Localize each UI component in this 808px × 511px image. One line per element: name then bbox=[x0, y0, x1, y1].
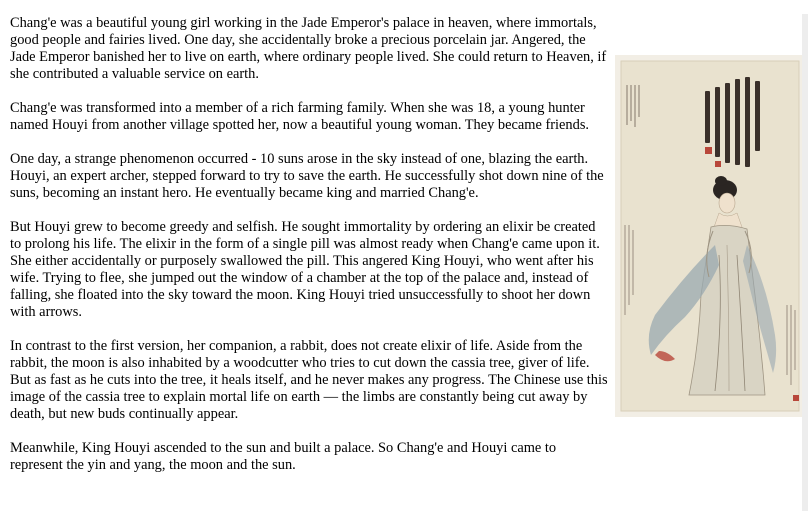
painting-artwork bbox=[615, 55, 805, 417]
article-paragraph-1: Chang'e was a beautiful young girl working in the Jade Emperor's palace in heaven, where immortals, good people and fairies lived. One day, she accidentally broke a precious porcelain jar. Angered, the Jade Emperor banished her to live on earth, where ordinary people lived. She could return to Heaven, if she contributed a valuable service on earth. bbox=[10, 15, 607, 82]
article-body bbox=[10, 15, 610, 491]
right-edge-band bbox=[802, 14, 808, 511]
top-strip bbox=[0, 0, 808, 14]
changE-painting-image bbox=[615, 55, 805, 417]
seal-stamp bbox=[705, 147, 712, 154]
seal-stamp bbox=[793, 395, 799, 401]
article-paragraph-5: In contrast to the first version, her companion, a rabbit, does not create elixir of life. Aside from the rabbit, the moon is also inhabited by a woodcutter who tries to cut down the cassia tree, giver of life. But as fast as he cuts into the tree, it heals itself, and he never makes any progress. The Chinese use this image of the cassia tree to explain mortal life on earth — the limbs are constantly being cut away by death, but new buds continually appear. bbox=[10, 338, 608, 422]
article-paragraph-6: Meanwhile, King Houyi ascended to the sun and built a palace. So Chang'e and Houyi came to represent the yin and yang, the moon and the sun. bbox=[10, 440, 557, 473]
article-paragraph-4: But Houyi grew to become greedy and selfish. He sought immortality by ordering an elixir be created to prolong his life. The elixir in the form of a single pill was almost ready when Chang'e came upon it. She either accidentally or purposely swallowed the pill. This angered King Houyi, who went after his wife. Trying to flee, she jumped out the window of a chamber at the top of the palace and, instead of falling, she floated into the sky toward the moon. King Houyi tried unsuccessfully to shoot her down with arrows. bbox=[10, 219, 600, 320]
article-paragraph-2: Chang'e was transformed into a member of a rich farming family. When she was 18, a young hunter named Houyi from another village spotted her, now a beautiful young woman. They became friends. bbox=[10, 100, 590, 133]
seal-stamp bbox=[715, 161, 721, 167]
article-paragraph-3: One day, a strange phenomenon occurred - 10 suns arose in the sky instead of one, blazing the earth. Houyi, an expert archer, stepped forward to try to save the earth. He successfully shot down nine of the suns, becoming an instant hero. He eventually became king and married Chang'e. bbox=[10, 151, 604, 201]
